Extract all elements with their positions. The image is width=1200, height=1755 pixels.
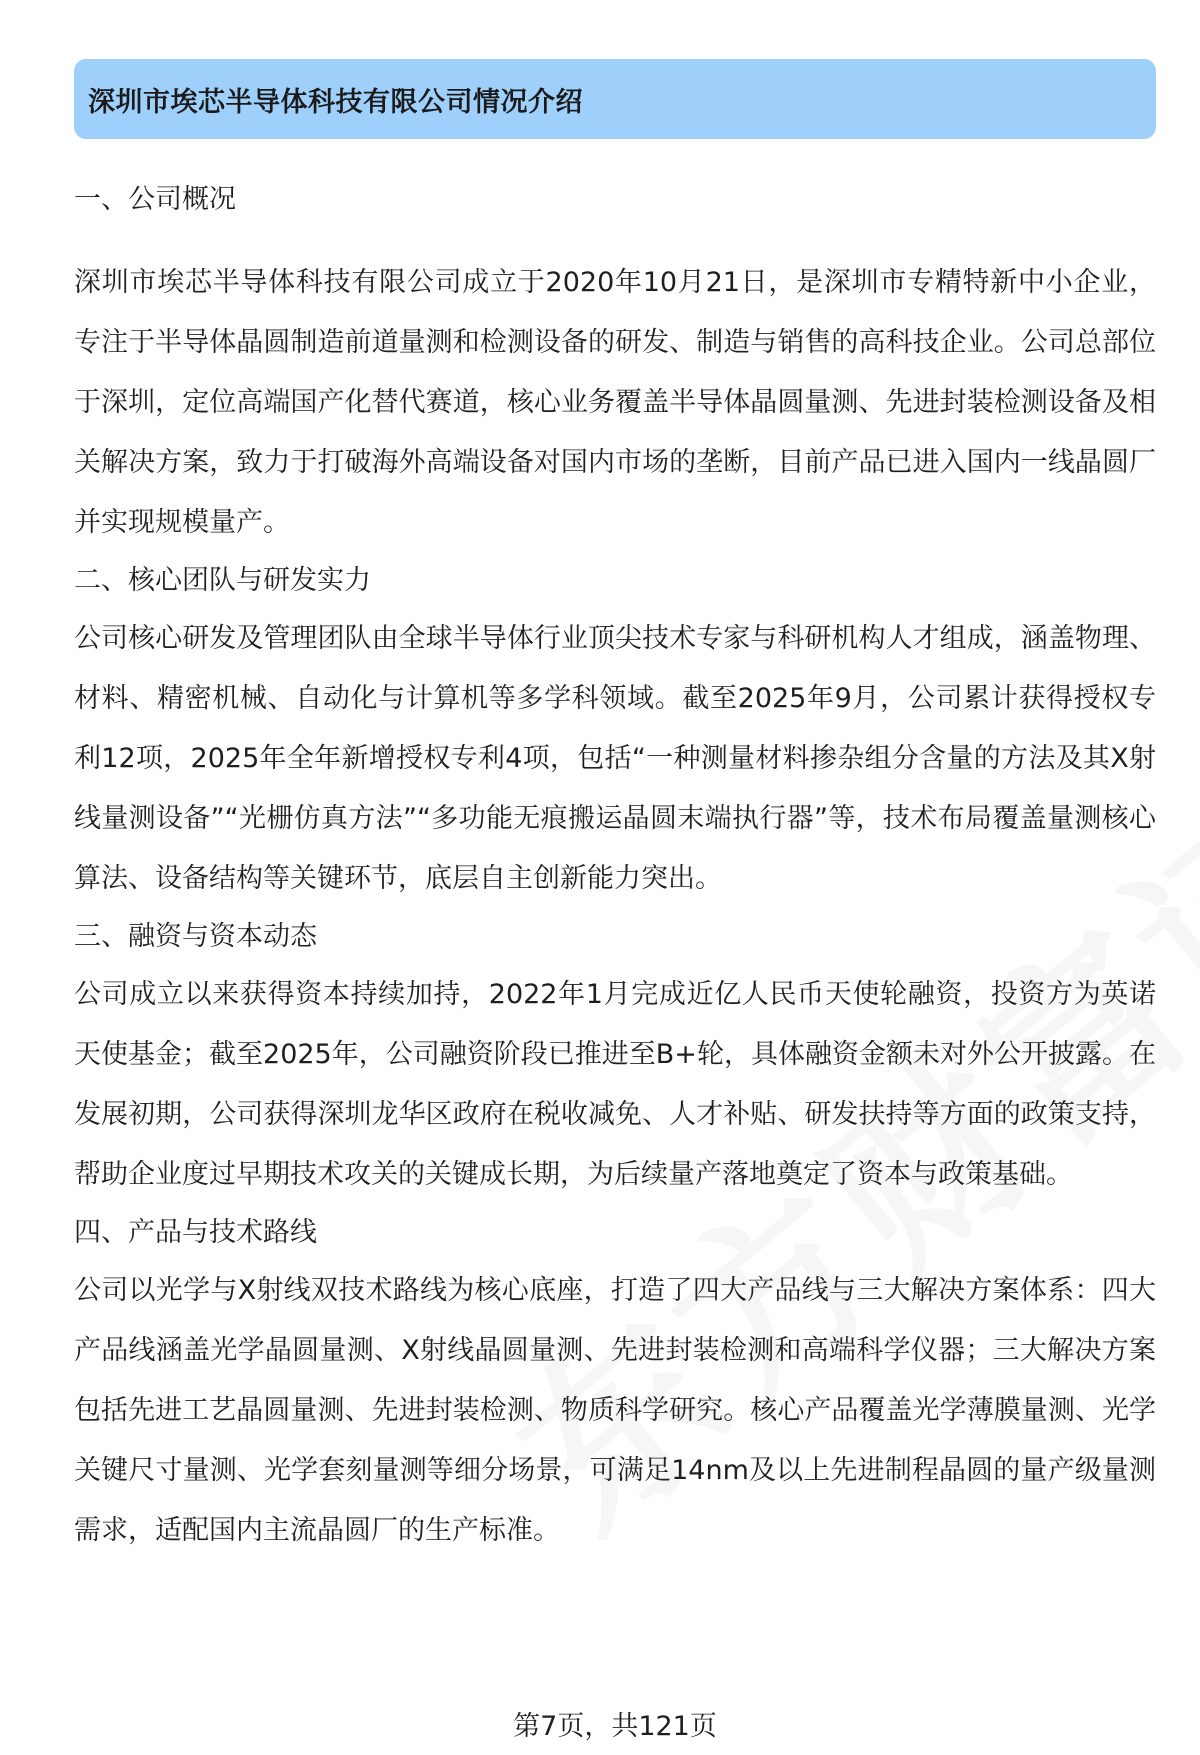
document-title: 深圳市埃芯半导体科技有限公司情况介绍 bbox=[88, 86, 583, 118]
page-number: 第7页，共121页 bbox=[513, 1711, 717, 1742]
section-paragraph: 深圳市埃芯半导体科技有限公司成立于2020年10月21日，是深圳市专精特新中小企业，专注于半导体晶圆制造前道量测和检测设备的研发、制造与销售的高科技企业。公司总部位于深圳，定位高端国产化替代赛道，核心业务覆盖半导体晶圆量测、先进封装检测设备及相关解决方案，致力于打破海外高端设备对国内市场的垄断，目前产品已进入国内一线晶圆厂并实现规模量产。 bbox=[74, 267, 1156, 538]
section-paragraph: 公司以光学与X射线双技术路线为核心底座，打造了四大产品线与三大解决方案体系：四大产品线涵盖光学晶圆量测、X射线晶圆量测、先进封装检测和高端科学仪器；三大解决方案包括先进工艺晶圆量测、先进封装检测、物质科学研究。核心产品覆盖光学薄膜量测、光学关键尺寸量测、光学套刻量测等细分场景，可满足14nm及以上先进制程晶圆的量产级量测需求，适配国内主流晶圆厂的生产标准。 bbox=[74, 1275, 1156, 1546]
section-paragraph: 公司核心研发及管理团队由全球半导体行业顶尖技术专家与科研机构人才组成，涵盖物理、材料、精密机械、自动化与计算机等多学科领域。截至2025年9月，公司累计获得授权专利12项，2025年全年新增授权专利4项，包括“一种测量材料掺杂组分含量的方法及其X射线量测设备”“光栅仿真方法”“多功能无痕搬运晶圆末端执行器”等，技术布局覆盖量测核心算法、设备结构等关键环节，底层自主创新能力突出。 bbox=[74, 623, 1156, 894]
section-heading: 四、产品与技术路线 bbox=[74, 1217, 317, 1248]
document-body bbox=[74, 172, 1156, 1561]
section-heading: 二、核心团队与研发实力 bbox=[74, 565, 371, 596]
section-heading: 三、融资与资本动态 bbox=[74, 921, 317, 952]
section-heading: 一、公司概况 bbox=[74, 184, 236, 215]
section-paragraph: 公司成立以来获得资本持续加持，2022年1月完成近亿人民币天使轮融资，投资方为英诺天使基金；截至2025年，公司融资阶段已推进至B+轮，具体融资金额未对外公开披露。在发展初期，公司获得深圳龙华区政府在税收减免、人才补贴、研发扶持等方面的政策支持，帮助企业度过早期技术攻关的关键成长期，为后续量产落地奠定了资本与政策基础。 bbox=[74, 979, 1156, 1190]
title-banner bbox=[74, 59, 1156, 139]
